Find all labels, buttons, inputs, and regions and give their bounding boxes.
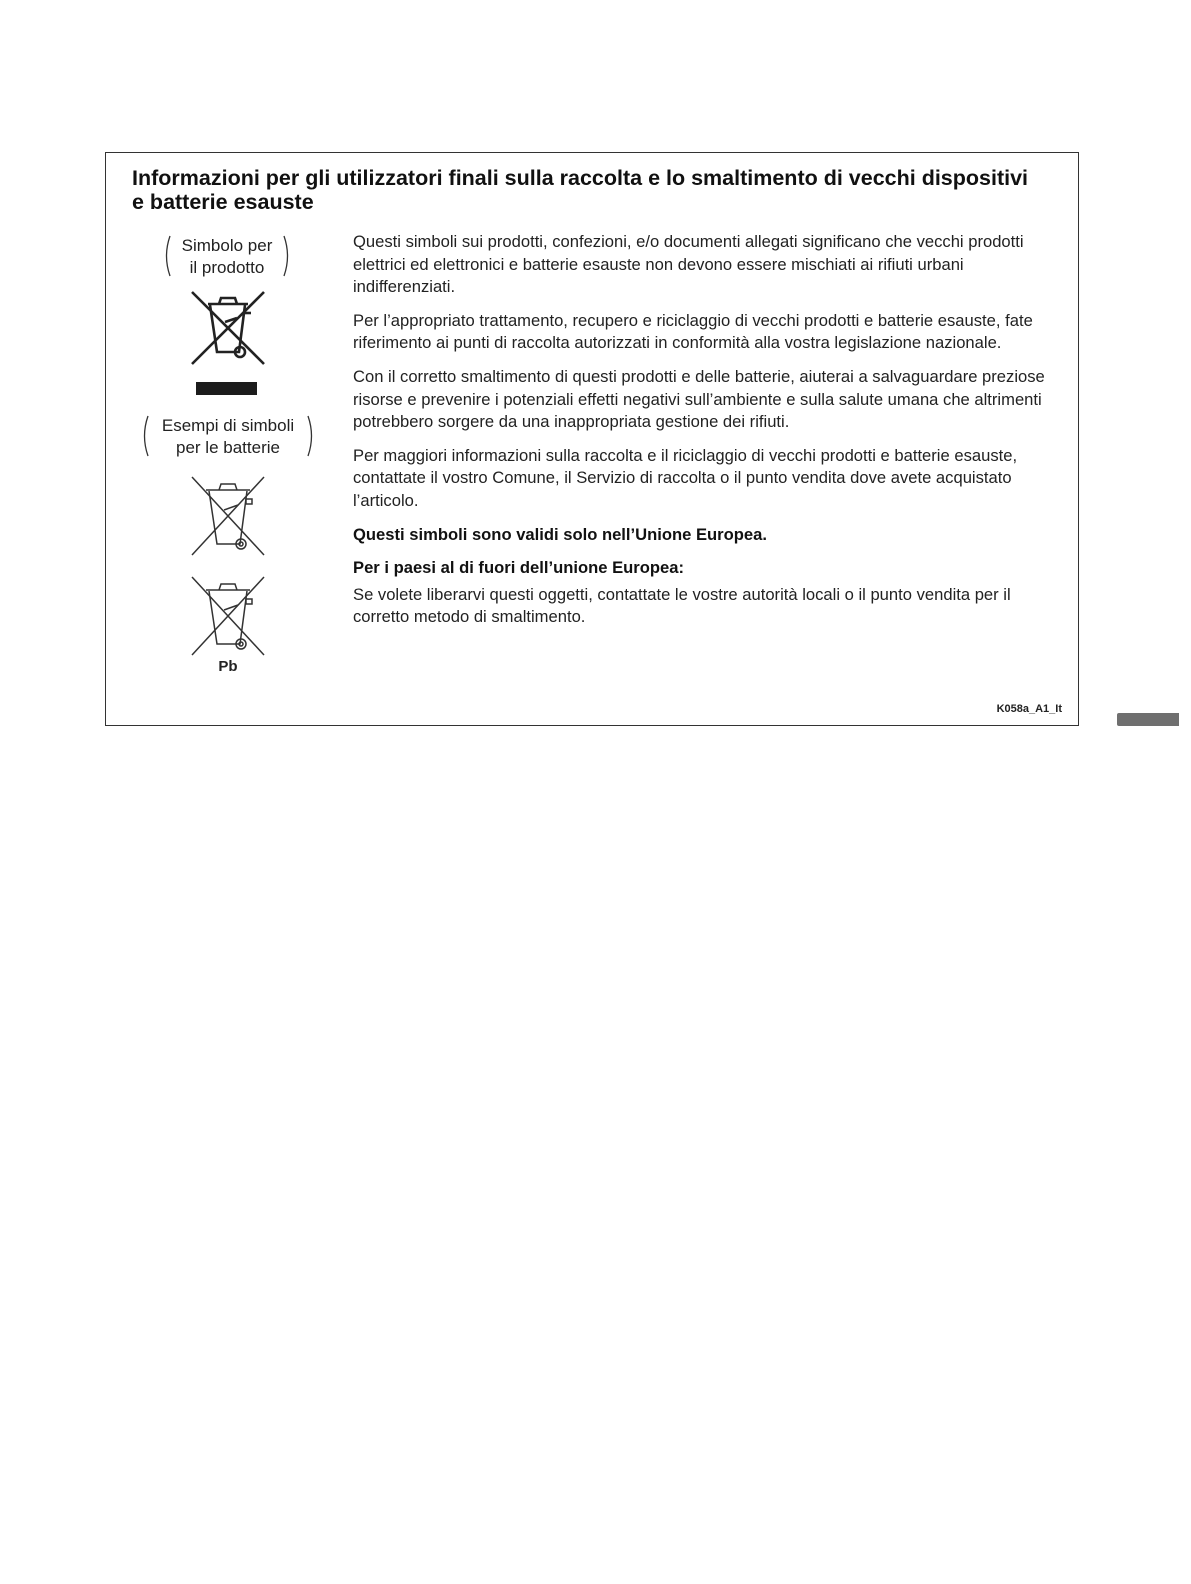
product-symbol-caption <box>162 235 292 279</box>
battery-wheelie-bin-icon <box>188 474 268 558</box>
product-wheelie-bin-icon <box>188 289 268 367</box>
eu-only-notice: Questi simboli sono validi solo nell’Unione Europea. <box>353 524 767 544</box>
left-parenthesis-icon <box>140 415 150 457</box>
notice-text-column <box>353 231 1065 640</box>
notice-paragraph-3: Con il corretto smaltimento di questi prodotti e delle batterie, aiuterai a salvaguardare preziose risorse e prevenire i potenziali effetti negativi sull’ambiente e sulla salute umana che altrimenti potrebbero sorgere da una inappropriata gestione dei rifiuti. <box>353 366 1045 432</box>
notice-paragraph-4: Per maggiori informazioni sulla raccolta e il riciclaggio di vecchi prodotti e batterie esauste, contattate il vostro Comune, il Servizio di raccolta o il punto vendita dove avete acquistato l’articolo. <box>353 445 1018 510</box>
notice-title: Informazioni per gli utilizzatori finali sulla raccolta e lo smaltimento di vecchi dispositivi e batterie esauste <box>132 166 1029 214</box>
battery-caption-line-2: per le batterie <box>176 438 280 457</box>
product-caption-line-2: il prodotto <box>189 258 265 277</box>
battery-caption-line-1: Esempi di simboli <box>161 416 295 435</box>
notice-paragraph-2: Per l’appropriato trattamento, recupero e riciclaggio di vecchi prodotti e batterie esauste, fate riferimento ai punti di raccolta autorizzati in conformità alla vostra legislazione nazionale. <box>353 310 1033 353</box>
separate-collection-bar <box>196 382 257 395</box>
symbols-column <box>106 153 351 725</box>
product-caption-line-1: Simbolo per <box>181 236 273 255</box>
right-parenthesis-icon <box>306 415 316 457</box>
battery-pb-label: Pb <box>218 658 238 675</box>
weee-notice-box <box>105 152 1079 726</box>
right-parenthesis-icon <box>282 235 292 277</box>
notice-paragraph-1: Questi simboli sui prodotti, confezioni, e/o documenti allegati significano che vecchi prodotti elettrici ed elettronici e batterie esauste non devono essere mischiati ai rifiuti urbani indifferenziati. <box>353 232 1024 297</box>
outside-eu-text: Se volete liberarvi questi oggetti, contattate le vostre autorità locali o il punto vendita per il corretto metodo di smaltimento. <box>353 584 1011 627</box>
battery-symbol-caption <box>140 415 316 459</box>
page-side-tab <box>1117 713 1179 726</box>
battery-pb-wheelie-bin-icon <box>188 574 268 658</box>
left-parenthesis-icon <box>162 235 172 277</box>
document-code: K058a_A1_It <box>996 703 1062 715</box>
outside-eu-heading: Per i paesi al di fuori dell’unione Europea: <box>353 558 685 578</box>
